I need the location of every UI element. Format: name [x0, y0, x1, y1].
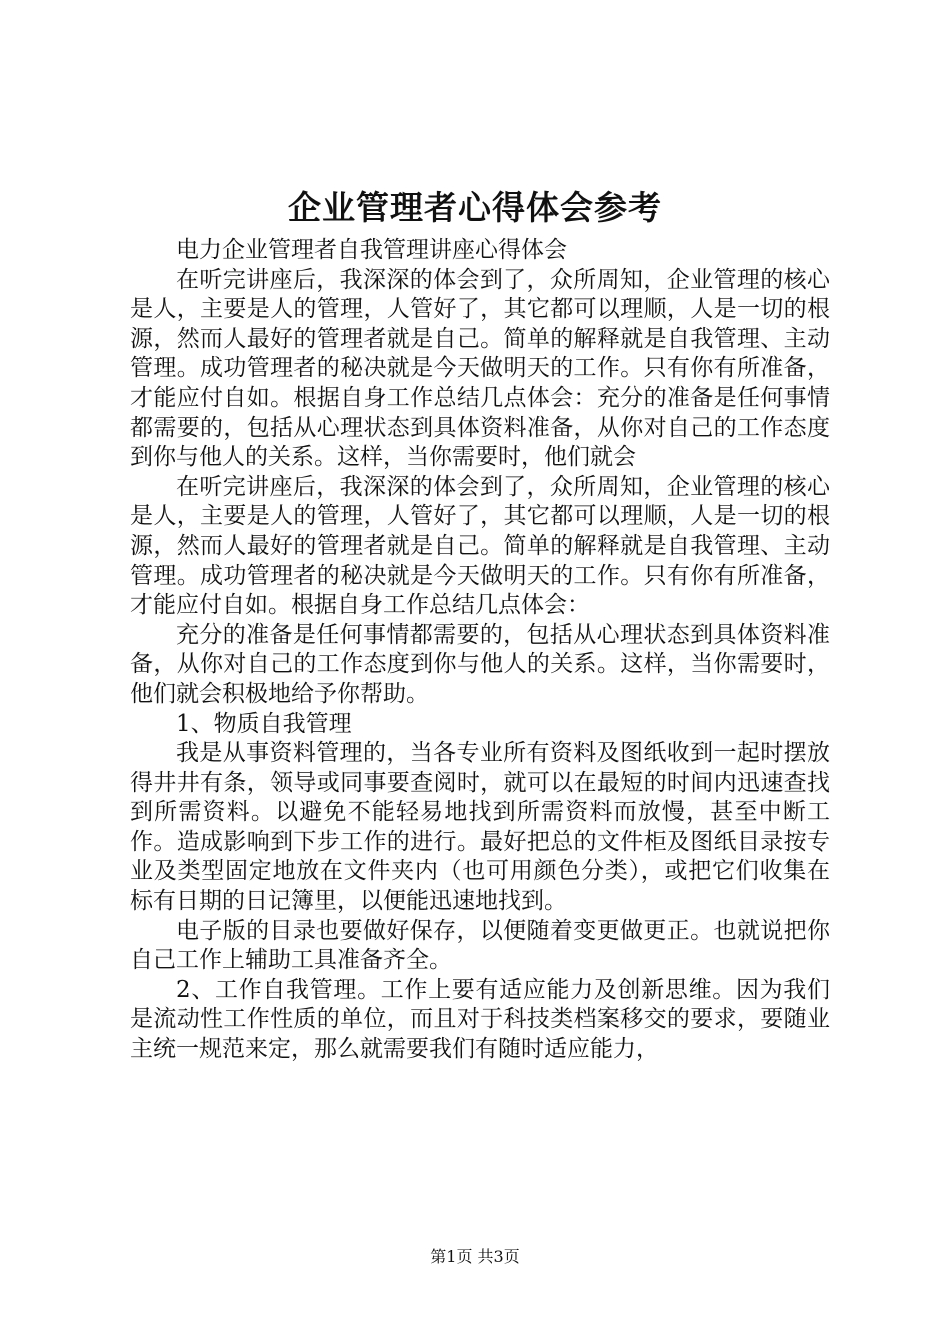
document-body: [130, 236, 830, 1065]
page-footer: 第1页 共3页: [430, 1247, 520, 1266]
paragraph: 在听完讲座后，我深深的体会到了，众所周知，企业管理的核心是人，主要是人的管理，人管好了，其它都可以理顺，人是一切的根源，然而人最好的管理者就是自己。简单的解释就是自我管理、主动管理。成功管理者的秘决就是今天做明天的工作。只有你有所准备，才能应付自如。根据自身工作总结几点体会：充分的准备是任何事情都需要的，包括从心理状态到具体资料准备，从你对自己的工作态度到你与他人的关系。这样，当你需要时，他们就会: [130, 266, 830, 471]
paragraph: 电子版的目录也要做好保存，以便随着变更做更正。也就说把你自己工作上辅助工具准备齐全。: [130, 917, 830, 974]
paragraph: 2、工作自我管理。工作上要有适应能力及创新思维。因为我们是流动性工作性质的单位，而且对于科技类档案移交的要求，要随业主统一规范来定，那么就需要我们有随时适应能力，: [130, 976, 830, 1063]
paragraph: 电力企业管理者自我管理讲座心得体会: [176, 237, 567, 263]
document-title: 企业管理者心得体会参考: [288, 188, 662, 227]
paragraph: 在听完讲座后，我深深的体会到了，众所周知，企业管理的核心是人，主要是人的管理，人管好了，其它都可以理顺，人是一切的根源，然而人最好的管理者就是自己。简单的解释就是自我管理、主动管理。成功管理者的秘决就是今天做明天的工作。只有你有所准备，才能应付自如。根据自身工作总结几点体会：: [130, 473, 830, 619]
section-heading: 1、物质自我管理: [176, 710, 352, 737]
paragraph: 充分的准备是任何事情都需要的，包括从心理状态到具体资料准备，从你对自己的工作态度到你与他人的关系。这样，当你需要时，他们就会积极地给予你帮助。: [130, 621, 830, 707]
paragraph: 我是从事资料管理的，当各专业所有资料及图纸收到一起时摆放得井井有条，领导或同事要查阅时，就可以在最短的时间内迅速查找到所需资料。以避免不能轻易地找到所需资料而放慢，甚至中断工作。造成影响到下步工作的进行。最好把总的文件柜及图纸目录按专业及类型固定地放在文件夹内（也可用颜色分类），或把它们收集在标有日期的日记簿里，以便能迅速地找到。: [130, 740, 830, 915]
